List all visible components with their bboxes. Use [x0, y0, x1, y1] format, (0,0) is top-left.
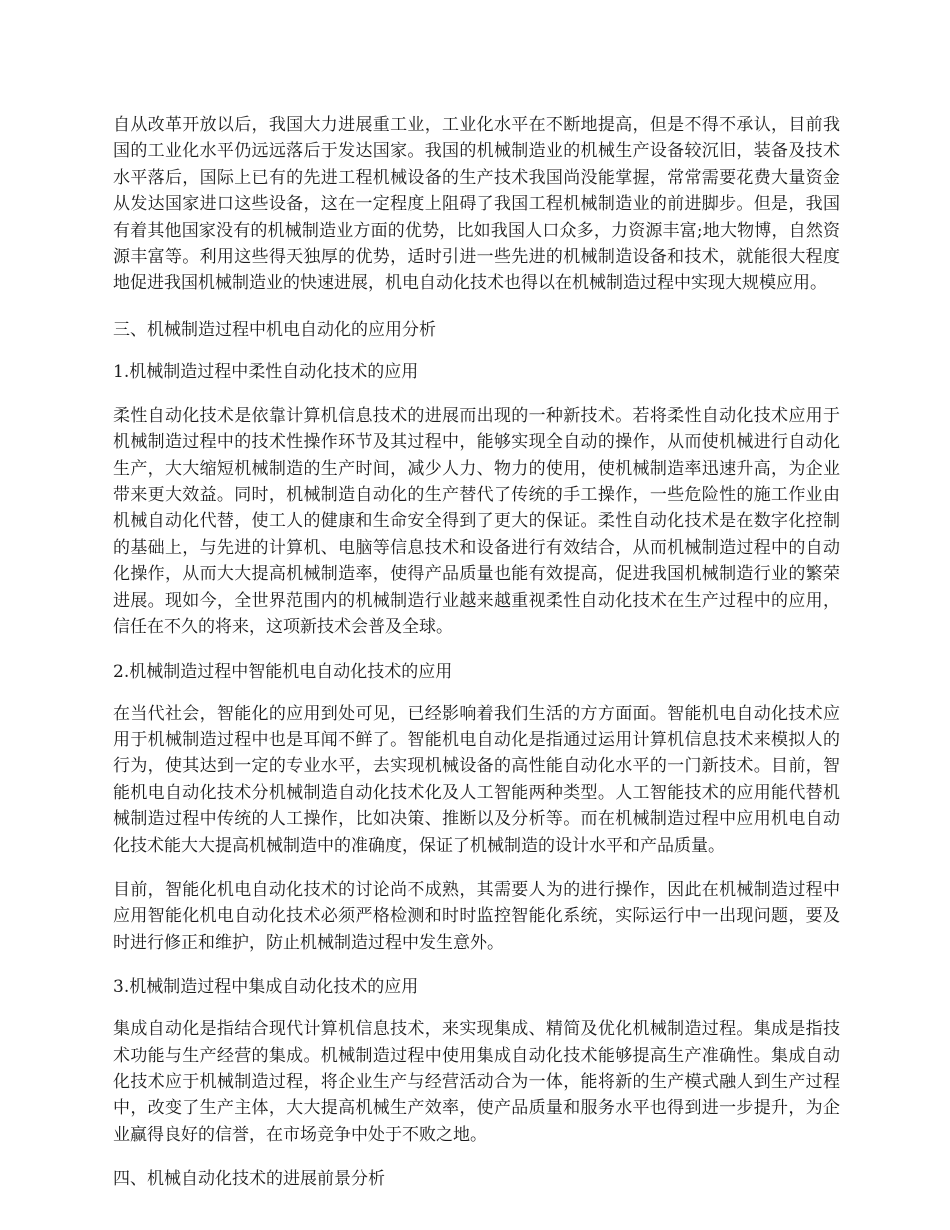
integrated-automation-paragraph: 集成自动化是指结合现代计算机信息技术，来实现集成、精简及优化机械制造过程。集成是指技术功能与生产经营的集成。机械制造过程中使用集成自动化技术能够提高生产准确性。集成自动化技术应于机械制造过程，将企业生产与经营活动合为一体，能将新的生产模式融人到生产过程中，改变了生产主体，大大提高机械生产效率，使产品质量和服务水平也得到进一步提升，为企业赢得良好的信誉，在市场竞争中处于不败之地。 [113, 1019, 840, 1145]
subsection-3-heading: 3.机械制造过程中集成自动化技术的应用 [113, 977, 419, 998]
flexible-automation-paragraph: 柔性自动化技术是依靠计算机信息技术的进展而出现的一种新技术。若将柔性自动化技术应用于机械制造过程中的技术性操作环节及其过程中，能够实现全自动的操作，从而使机械进行自动化生产，大大缩短机械制造的生产时间，减少人力、物力的使用，使机械制造率迅速升高，为企业带来更大效益。同时，机械制造自动化的生产替代了传统的手工操作，一些危险性的施工作业由机械自动化代替，使工人的健康和生命安全得到了更大的保证。柔性自动化技术是在数字化控制的基础上，与先进的计算机、电脑等信息技术和设备进行有效结合，从而机械制造过程中的自动化操作，从而大大提高机械制造率，使得产品质量也能有效提高，促进我国机械制造行业的繁荣进展。现如今，全世界范围内的机械制造行业越来越重视柔性自动化技术在生产过程中的应用，信任在不久的将来，这项新技术会普及全球。 [113, 405, 840, 638]
document-page [113, 112, 840, 1208]
intelligent-automation-paragraph: 在当代社会，智能化的应用到处可见，已经影响着我们生活的方方面面。智能机电自动化技术应用于机械制造过程中也是耳闻不鲜了。智能机电自动化是指通过运用计算机信息技术来模拟人的行为，使其达到一定的专业水平，去实现机械设备的高性能自动化水平的一门新技术。目前，智能机电自动化技术分机械制造自动化技术化及人工智能两种类型。人工智能技术的应用能代替机械制造过程中传统的人工操作，比如决策、推断以及分析等。而在机械制造过程中应用机电自动化技术能大大提高机械制造中的准确度，保证了机械制造的设计水平和产品质量。 [113, 703, 840, 856]
subsection-2-heading: 2.机械制造过程中智能机电自动化技术的应用 [113, 661, 453, 682]
intro-paragraph: 自从改革开放以后，我国大力进展重工业，工业化水平在不断地提高，但是不得不承认，目前我国的工业化水平仍远远落后于发达国家。我国的机械制造业的机械生产设备较沉旧，装备及技术水平落后，国际上已有的先进工程机械设备的生产技术我国尚没能掌握，常常需要花费大量资金从发达国家进口这些设备，这在一定程度上阻碍了我国工程机械制造业的前进脚步。但是，我国有着其他国家没有的机械制造业方面的优势，比如我国人口众多，力资源丰富;地大物博，自然资源丰富等。利用这些得天独厚的优势，适时引进一些先进的机械制造设备和技术，就能很大程度地促进我国机械制造业的快速进展，机电自动化技术也得以在机械制造过程中实现大规模应用。 [113, 115, 840, 294]
section-3-heading: 三、机械制造过程中机电自动化的应用分析 [113, 319, 436, 340]
section-4-heading: 四、机械自动化技术的进展前景分析 [113, 1169, 385, 1190]
intelligent-automation-paragraph-2: 目前，智能化机电自动化技术的讨论尚不成熟，其需要人为的进行操作，因此在机械制造过程中应用智能化机电自动化技术必须严格检测和时时监控智能化系统，实际运行中一出现问题，要及时进行修正和维护，防止机械制造过程中发生意外。 [113, 879, 840, 953]
subsection-1-heading: 1.机械制造过程中柔性自动化技术的应用 [113, 361, 419, 382]
